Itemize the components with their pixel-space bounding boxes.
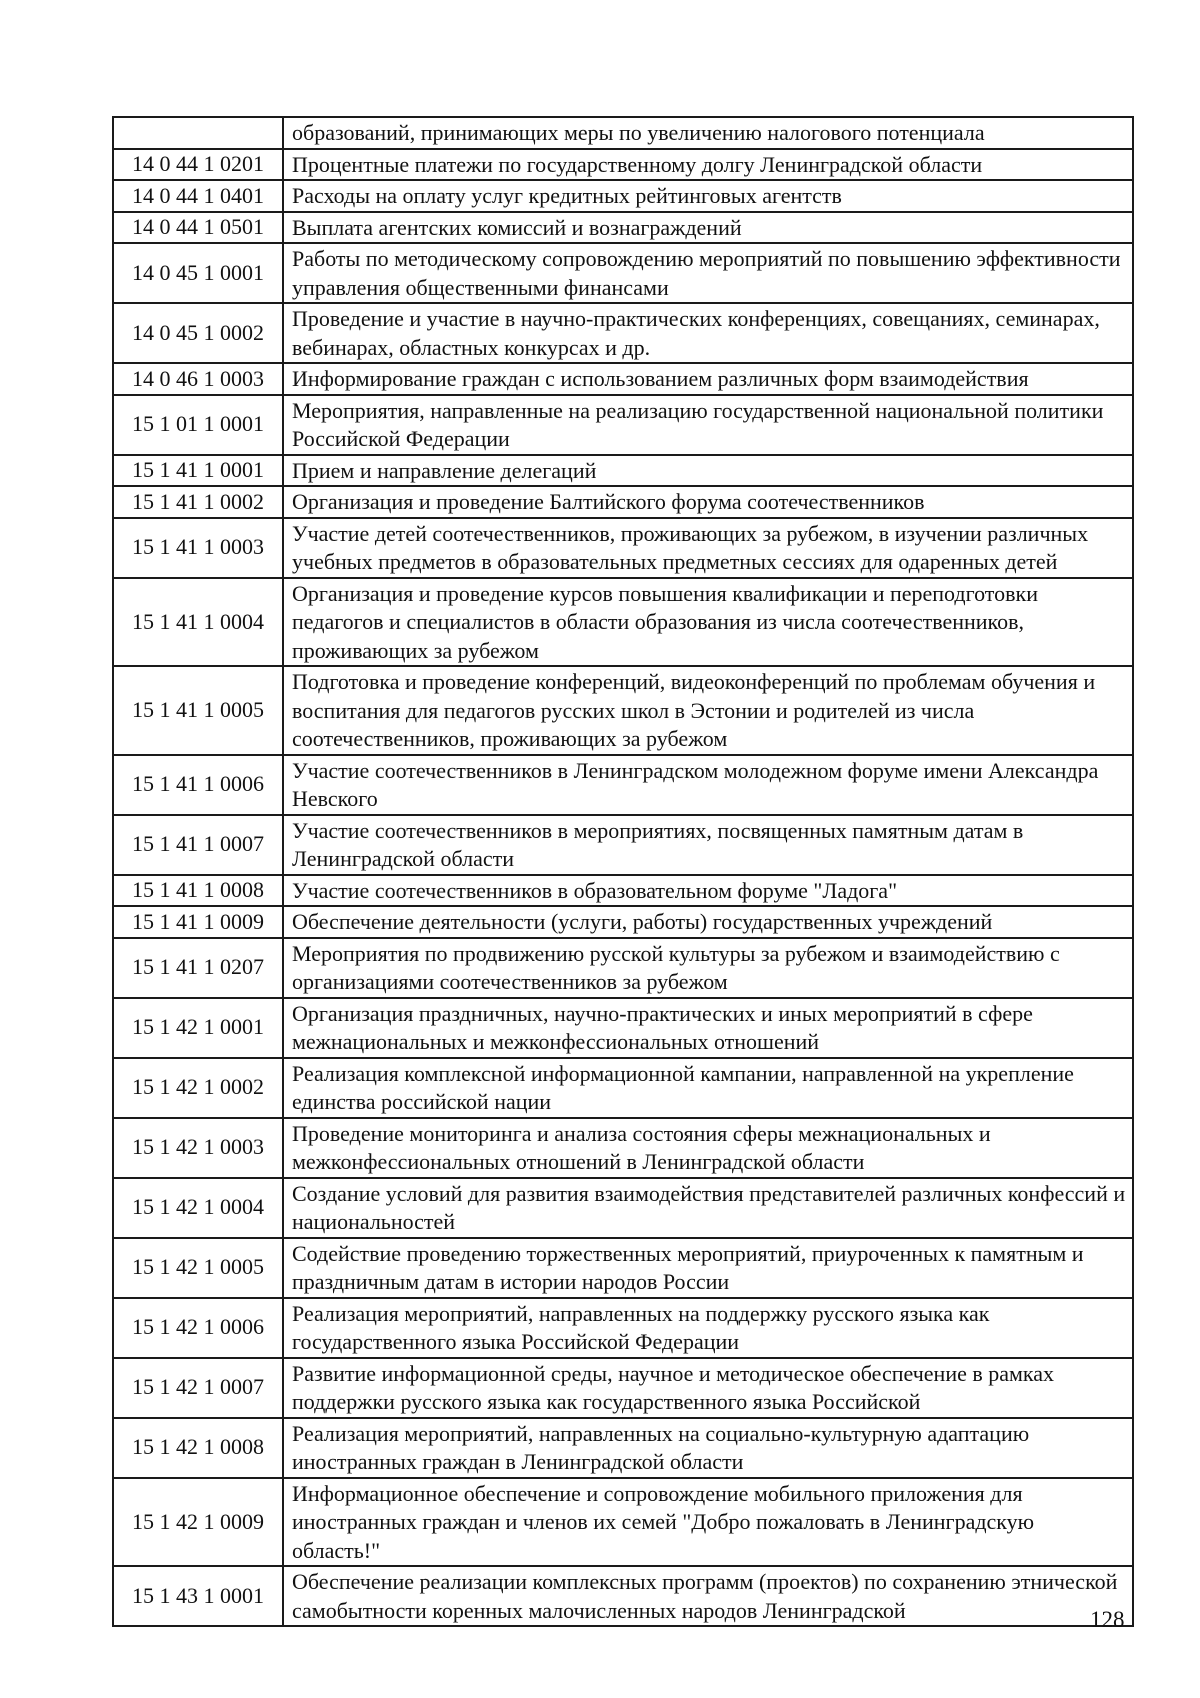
row-description: Развитие информационной среды, научное и методическое обеспечение в рамках поддержки русского языка как государственного языка Российской <box>283 1358 1133 1418</box>
table-row <box>113 1566 1133 1626</box>
row-description: Подготовка и проведение конференций, видеоконференций по проблемам обучения и воспитания для педагогов русских школ в Эстонии и родителей из числа соотечественников, проживающих за рубежом <box>283 666 1133 755</box>
row-code: 15 1 41 1 0002 <box>113 486 283 518</box>
row-code: 15 1 41 1 0008 <box>113 875 283 907</box>
row-description: Процентные платежи по государственному долгу Ленинградской области <box>283 149 1133 181</box>
table-row <box>113 1238 1133 1298</box>
table-row <box>113 578 1133 667</box>
row-code: 15 1 43 1 0001 <box>113 1566 283 1626</box>
table-row <box>113 1478 1133 1567</box>
row-code: 15 1 41 1 0207 <box>113 938 283 998</box>
row-code: 15 1 41 1 0003 <box>113 518 283 578</box>
table-row <box>113 117 1133 149</box>
table-row <box>113 1418 1133 1478</box>
row-description: Организация и проведение Балтийского форума соотечественников <box>283 486 1133 518</box>
row-code: 14 0 46 1 0003 <box>113 363 283 395</box>
table-row <box>113 149 1133 181</box>
table-row <box>113 1358 1133 1418</box>
row-description: Информирование граждан с использованием различных форм взаимодействия <box>283 363 1133 395</box>
row-description: Обеспечение реализации комплексных программ (проектов) по сохранению этнической самобытности коренных малочисленных народов Ленинградской <box>283 1566 1133 1626</box>
budget-code-table <box>112 116 1134 1627</box>
row-description: Участие соотечественников в образовательном форуме "Ладога" <box>283 875 1133 907</box>
row-description: Участие соотечественников в Ленинградском молодежном форуме имени Александра Невского <box>283 755 1133 815</box>
row-code: 14 0 45 1 0002 <box>113 303 283 363</box>
row-code <box>113 117 283 149</box>
row-description: Реализация мероприятий, направленных на социально-культурную адаптацию иностранных граждан в Ленинградской области <box>283 1418 1133 1478</box>
table-row <box>113 180 1133 212</box>
row-code: 15 1 42 1 0001 <box>113 998 283 1058</box>
row-description: Проведение мониторинга и анализа состояния сферы межнациональных и межконфессиональных отношений в Ленинградской области <box>283 1118 1133 1178</box>
row-description: Организация и проведение курсов повышения квалификации и переподготовки педагогов и специалистов в области образования из числа соотечественников, проживающих за рубежом <box>283 578 1133 667</box>
row-code: 15 1 41 1 0007 <box>113 815 283 875</box>
table-row <box>113 666 1133 755</box>
row-description: Содействие проведению торжественных мероприятий, приуроченных к памятным и праздничным датам в истории народов России <box>283 1238 1133 1298</box>
row-code: 15 1 42 1 0007 <box>113 1358 283 1418</box>
table-row <box>113 486 1133 518</box>
table-row <box>113 1058 1133 1118</box>
row-description: Работы по методическому сопровождению мероприятий по повышению эффективности управления общественными финансами <box>283 243 1133 303</box>
row-code: 15 1 42 1 0003 <box>113 1118 283 1178</box>
table-row <box>113 395 1133 455</box>
row-code: 15 1 41 1 0006 <box>113 755 283 815</box>
row-code: 15 1 42 1 0004 <box>113 1178 283 1238</box>
row-description: Реализация комплексной информационной кампании, направленной на укрепление единства российской нации <box>283 1058 1133 1118</box>
row-code: 15 1 42 1 0002 <box>113 1058 283 1118</box>
table-row <box>113 303 1133 363</box>
row-description: Информационное обеспечение и сопровождение мобильного приложения для иностранных граждан и членов их семей "Добро пожаловать в Ленинградскую область!" <box>283 1478 1133 1567</box>
row-description: Организация праздничных, научно-практических и иных мероприятий в сфере межнациональных и межконфессиональных отношений <box>283 998 1133 1058</box>
table-body <box>113 117 1133 1626</box>
row-description: Расходы на оплату услуг кредитных рейтинговых агентств <box>283 180 1133 212</box>
row-description: Проведение и участие в научно-практических конференциях, совещаниях, семинарах, вебинарах, областных конкурсах и др. <box>283 303 1133 363</box>
table-row <box>113 212 1133 244</box>
table-row <box>113 755 1133 815</box>
table-row <box>113 998 1133 1058</box>
row-description: Прием и направление делегаций <box>283 455 1133 487</box>
row-code: 15 1 41 1 0005 <box>113 666 283 755</box>
table-row <box>113 1298 1133 1358</box>
row-code: 15 1 01 1 0001 <box>113 395 283 455</box>
row-code: 15 1 41 1 0009 <box>113 906 283 938</box>
row-description: Участие детей соотечественников, проживающих за рубежом, в изучении различных учебных предметов в образовательных предметных сессиях для одаренных детей <box>283 518 1133 578</box>
table-row <box>113 906 1133 938</box>
row-description: Создание условий для развития взаимодействия представителей различных конфессий и национальностей <box>283 1178 1133 1238</box>
table-row <box>113 1178 1133 1238</box>
table-row <box>113 518 1133 578</box>
row-description: Реализация мероприятий, направленных на поддержку русского языка как государственного языка Российской Федерации <box>283 1298 1133 1358</box>
table-row <box>113 363 1133 395</box>
row-code: 14 0 44 1 0201 <box>113 149 283 181</box>
table-row <box>113 1118 1133 1178</box>
row-code: 14 0 44 1 0501 <box>113 212 283 244</box>
row-code: 14 0 45 1 0001 <box>113 243 283 303</box>
row-code: 14 0 44 1 0401 <box>113 180 283 212</box>
row-description: Мероприятия, направленные на реализацию государственной национальной политики Российской Федерации <box>283 395 1133 455</box>
row-description: образований, принимающих меры по увеличению налогового потенциала <box>283 117 1133 149</box>
table-row <box>113 875 1133 907</box>
row-description: Мероприятия по продвижению русской культуры за рубежом и взаимодействию с организациями соотечественников за рубежом <box>283 938 1133 998</box>
table-row <box>113 455 1133 487</box>
row-description: Выплата агентских комиссий и вознаграждений <box>283 212 1133 244</box>
table-row <box>113 243 1133 303</box>
page-number: 128 <box>1090 1607 1125 1632</box>
table-row <box>113 938 1133 998</box>
row-description: Обеспечение деятельности (услуги, работы) государственных учреждений <box>283 906 1133 938</box>
row-code: 15 1 42 1 0005 <box>113 1238 283 1298</box>
row-code: 15 1 41 1 0004 <box>113 578 283 667</box>
row-code: 15 1 42 1 0008 <box>113 1418 283 1478</box>
row-code: 15 1 42 1 0006 <box>113 1298 283 1358</box>
row-code: 15 1 42 1 0009 <box>113 1478 283 1567</box>
table-row <box>113 815 1133 875</box>
row-description: Участие соотечественников в мероприятиях, посвященных памятным датам в Ленинградской области <box>283 815 1133 875</box>
row-code: 15 1 41 1 0001 <box>113 455 283 487</box>
